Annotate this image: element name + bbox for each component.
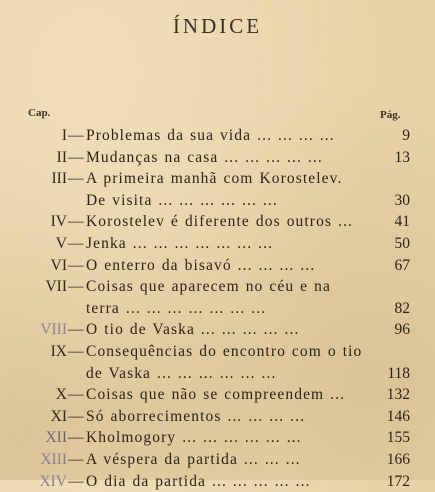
chapter-title: A primeira manhã com Korostelev. [86, 168, 342, 190]
toc-entry-3 [0, 168, 435, 190]
toc-entry-8 [0, 319, 435, 341]
toc-entry-3-continued [0, 190, 435, 212]
chapter-title: Kholmogory ... ... ... ... ... ... [86, 427, 302, 449]
chapter-number: X [56, 384, 67, 406]
chapter-number: IV [51, 211, 67, 233]
dash: — [68, 168, 84, 190]
chapter-number: XIV [39, 471, 67, 492]
chapter-number: III [52, 168, 68, 190]
page-number: 9 [402, 125, 410, 147]
dash: — [68, 319, 84, 341]
toc-entry-4 [0, 211, 435, 233]
page-number: 96 [395, 319, 411, 341]
toc-entry-11 [0, 406, 435, 428]
page-number: 67 [395, 255, 411, 277]
toc-entry-6 [0, 255, 435, 277]
page-number: 172 [387, 471, 410, 492]
toc-entry-7-continued [0, 298, 435, 320]
chapter-title: Korostelev é diferente dos outros ... [86, 211, 353, 233]
chapter-number: VI [51, 255, 67, 277]
dash: — [68, 233, 84, 255]
page-number: 30 [395, 190, 411, 212]
chapter-title: Coisas que não se compreendem ... [86, 384, 345, 406]
chapter-number: VIII [40, 319, 67, 341]
page-number: 132 [387, 384, 410, 406]
chapter-title: O tio de Vaska ... ... ... ... ... [86, 319, 299, 341]
toc-entry-10 [0, 384, 435, 406]
toc-entry-7 [0, 276, 435, 298]
chapter-title: A véspera da partida ... ... ... [86, 449, 301, 471]
page-title: ÍNDICE [0, 14, 435, 39]
toc-entry-5 [0, 233, 435, 255]
dash: — [68, 276, 84, 298]
toc-entry-12 [0, 427, 435, 449]
toc-entry-2 [0, 147, 435, 169]
page-number: 41 [395, 211, 411, 233]
dash: — [68, 147, 84, 169]
table-of-contents [0, 125, 435, 492]
page-number: 155 [387, 427, 410, 449]
page-number: 82 [395, 298, 411, 320]
chapter-number: II [57, 147, 67, 169]
toc-entry-9-continued [0, 363, 435, 385]
chapter-column-header: Cap. [28, 107, 50, 119]
dash: — [68, 449, 84, 471]
dash: — [68, 125, 84, 147]
dash: — [68, 341, 84, 363]
dash: — [68, 427, 84, 449]
dash: — [68, 406, 84, 428]
chapter-title-continued: De visita ... ... ... ... ... ... [86, 190, 278, 212]
chapter-number: XI [51, 406, 67, 428]
chapter-title: Só aborrecimentos ... ... ... ... [86, 406, 305, 428]
chapter-title: Jenka ... ... ... ... ... ... ... [86, 233, 273, 255]
chapter-title: O enterro da bisavó ... ... ... ... [86, 255, 315, 277]
toc-entry-9 [0, 341, 435, 363]
dash: — [68, 211, 84, 233]
chapter-title-continued: terra ... ... ... ... ... ... ... [86, 298, 266, 320]
chapter-number: XIII [40, 449, 67, 471]
dash: — [68, 471, 84, 492]
chapter-number: I [62, 125, 67, 147]
dash: — [68, 255, 84, 277]
chapter-number: V [56, 233, 67, 255]
chapter-number: VII [45, 276, 67, 298]
chapter-title: O dia da partida ... ... ... ... ... [86, 471, 311, 492]
page-number: 166 [387, 449, 410, 471]
toc-entry-14 [0, 471, 435, 492]
toc-entry-1 [0, 125, 435, 147]
page-number: 50 [395, 233, 411, 255]
chapter-number: IX [51, 341, 67, 363]
chapter-title: Consequências do encontro com o tio [86, 341, 362, 363]
page-number: 146 [387, 406, 410, 428]
toc-entry-13 [0, 449, 435, 471]
page-column-header: Pág. [380, 109, 400, 121]
chapter-title: Mudanças na casa ... ... ... ... ... [86, 147, 323, 169]
chapter-title-continued: de Vaska ... ... ... ... ... ... [86, 363, 276, 385]
chapter-title: Coisas que aparecem no céu e na [86, 276, 331, 298]
page-number: 13 [395, 147, 411, 169]
page-number: 118 [387, 363, 410, 385]
dash: — [68, 384, 84, 406]
chapter-title: Problemas da sua vida ... ... ... ... [86, 125, 335, 147]
chapter-number: XII [45, 427, 67, 449]
